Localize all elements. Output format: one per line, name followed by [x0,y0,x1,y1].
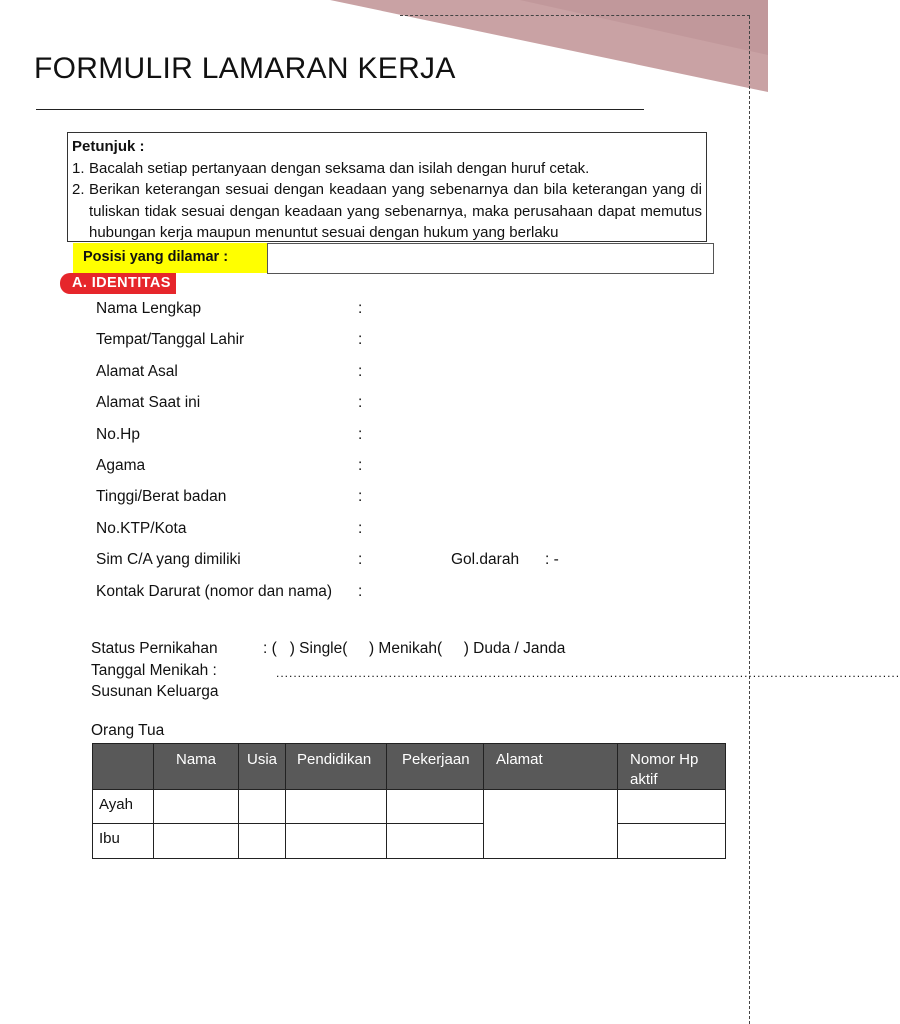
table-cell-input[interactable] [153,789,239,824]
family-structure-label: Susunan Keluarga [91,683,219,700]
instruction-number: 1. [72,159,85,177]
field-colon: : [358,520,363,537]
field-label-tinggi-berat: Tinggi/Berat badan [96,488,227,505]
table-header-nama: Nama [153,743,239,790]
table-cell-input[interactable] [386,823,484,859]
gol-darah-value: : - [545,551,559,568]
field-label-kontak-darurat: Kontak Darurat (nomor dan nama) [96,583,333,600]
field-label-agama: Agama [96,457,146,474]
table-header-nomor-hp: Nomor Hp aktif [617,743,726,790]
field-label-alamat-asal: Alamat Asal [96,363,178,380]
field-colon: : [358,583,363,600]
table-cell-input[interactable] [617,789,726,824]
field-label-nama: Nama Lengkap [96,300,202,317]
field-colon: : [358,426,363,443]
marriage-date-label: Tanggal Menikah : [91,662,217,679]
table-header-usia: Usia [238,743,286,790]
instruction-text: Bacalah setiap pertanyaan dengan seksama dan isilah dengan huruf cetak. [89,159,590,177]
title-underline [36,109,644,110]
table-cell-input[interactable] [153,823,239,859]
field-colon: : [358,488,363,505]
instruction-item [72,158,702,180]
table-header-alamat: Alamat [483,743,618,790]
parents-label: Orang Tua [91,722,165,739]
table-cell-input[interactable] [285,789,387,824]
table-cell-input[interactable] [386,789,484,824]
instructions-box [67,132,707,242]
table-header-pendidikan: Pendidikan [285,743,387,790]
field-label-alamat-saat-ini: Alamat Saat ini [96,394,201,411]
dashed-border-top [400,15,750,16]
field-colon: : [358,331,363,348]
dashed-border-right [749,16,750,1024]
form-title: FORMULIR LAMARAN KERJA [34,52,456,85]
table-header-pekerjaan: Pekerjaan [386,743,484,790]
table-row-label-ayah: Ayah [92,789,154,824]
table-header-cell [92,743,154,790]
field-colon: : [358,363,363,380]
field-label-nohp: No.Hp [96,426,140,443]
table-cell-input[interactable] [617,823,726,859]
instruction-text: Berikan keterangan sesuai dengan keadaan yang sebenarnya dan bila keterangan yang di tuliskan tidak sesuai dengan keadaan yang sebenarnya, maka perusahaan dapat memutus hubungan kerja maupun menuntut sesuai dengan hukum yang berlaku [89,181,702,241]
instructions-heading: Petunjuk : [72,138,145,155]
table-cell-input[interactable] [285,823,387,859]
instruction-number: 2. [72,181,85,198]
position-label: Posisi yang dilamar : [73,243,268,273]
field-label-sim: Sim C/A yang dimiliki [96,551,241,568]
field-label-ttl: Tempat/Tanggal Lahir [96,331,245,348]
position-input[interactable] [267,243,714,274]
field-label-ktp: No.KTP/Kota [96,520,187,537]
marital-status-label: Status Pernikahan [91,640,218,657]
field-colon: : [358,394,363,411]
table-cell-input[interactable] [238,823,286,859]
marital-status-options[interactable]: : ( ) Single( ) Menikah( ) Duda / Janda [263,640,566,657]
table-row-label-ibu: Ibu [92,823,154,859]
section-identity-heading: A. IDENTITAS [60,273,176,294]
marriage-date-dotted-line[interactable]: ................................................................................................................................................ [276,666,900,680]
field-colon: : [358,457,363,474]
instruction-item [72,179,702,244]
table-cell-alamat-merged[interactable] [483,789,618,859]
field-colon: : [358,551,363,568]
table-cell-input[interactable] [238,789,286,824]
field-colon: : [358,300,363,317]
gol-darah-label: Gol.darah [451,551,520,568]
